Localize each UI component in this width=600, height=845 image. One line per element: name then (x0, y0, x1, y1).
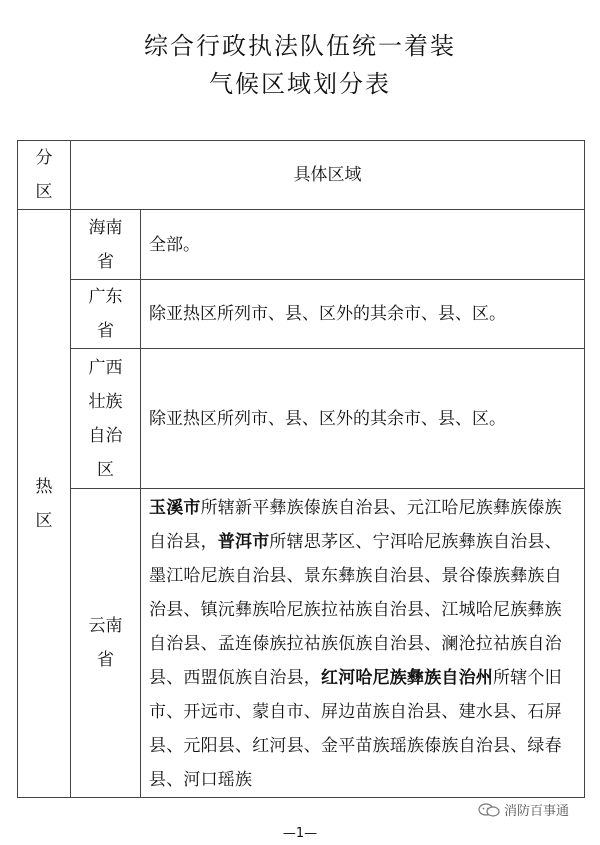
table-row-guangxi (18, 349, 585, 489)
province-cell: 广西 壮族 自治 区 (71, 349, 141, 489)
zone-name: 热 区 (35, 476, 53, 531)
area-cell: 除亚热区所列市、县、区外的其余市、县、区。 (141, 280, 585, 349)
table-header-row (18, 141, 585, 210)
page-number: —1— (282, 826, 318, 841)
table-row-yunnan (18, 489, 585, 798)
area-cell-yunnan (141, 489, 585, 798)
header-zone-label: 分 区 (35, 148, 53, 202)
zone-cell-hot (18, 210, 71, 798)
wechat-icon (478, 803, 500, 817)
yunnan-county-list: 所辖思茅区、宁洱哈尼族彝族自治县、墨江哈尼族自治县、景东彝族自治县、景谷傣族彝族自治县、镇沅彝族哈尼族拉祜族自治县、江城哈尼族彝族自治县、孟连傣族拉祜族佤族自治县、澜沧拉祜族自治县、西盟佤族自治县， (149, 532, 562, 688)
yunnan-prefecture-name: 红河哈尼族彝族自治州 (321, 668, 493, 688)
yunnan-area-text (149, 489, 578, 797)
province-cell: 海南 省 (71, 210, 141, 280)
table-row-hainan (18, 210, 585, 280)
page-subtitle: 气候区域划分表 (209, 70, 391, 98)
header-area-cell (71, 141, 585, 210)
yunnan-prefecture-name: 玉溪市 (149, 498, 201, 518)
header-zone-cell (18, 141, 71, 210)
province-cell: 广东 省 (71, 280, 141, 349)
table-row-guangdong (18, 280, 585, 349)
watermark (478, 800, 569, 819)
area-cell: 全部。 (141, 210, 585, 280)
yunnan-prefecture-name: 普洱市 (217, 532, 270, 552)
yunnan-county-list: 所辖新平彝族傣族自治县、元江哈尼族彝族傣族自治县， (149, 498, 562, 552)
climate-zone-table (17, 140, 585, 798)
watermark-text: 消防百事通 (504, 804, 570, 819)
yunnan-county-list: 所辖个旧市、开远市、蒙自市、屏边苗族自治县、建水县、石屏县、元阳县、红河县、金平苗族瑶族傣族自治县、绿春县、河口瑶族 (149, 668, 562, 790)
province-cell: 云南 省 (71, 489, 141, 798)
area-cell: 除亚热区所列市、县、区外的其余市、县、区。 (141, 349, 585, 489)
page-title: 综合行政执法队伍统一着装 (144, 32, 456, 60)
header-area-label: 具体区域 (293, 165, 362, 185)
